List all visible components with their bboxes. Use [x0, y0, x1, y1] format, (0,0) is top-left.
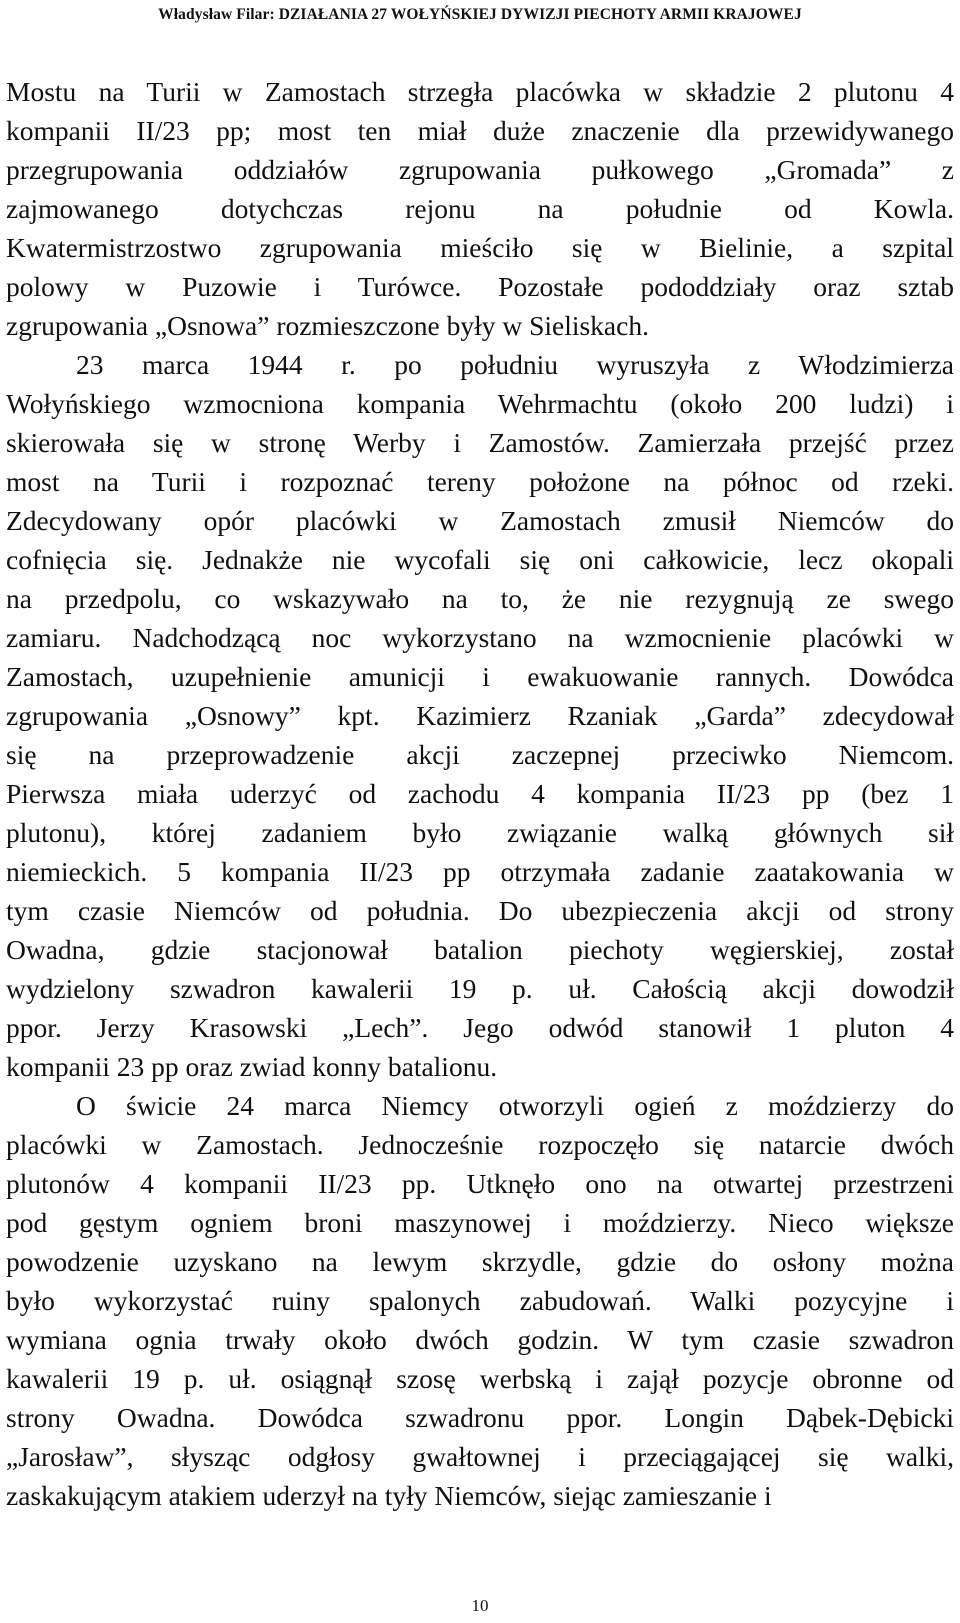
text-line: 23 marca 1944 r. po południu wyruszyła z Włodzimierza: [76, 349, 954, 380]
text-line: Pierwsza miała uderzyć od zachodu 4 kompania II/23 pp (bez 1: [6, 778, 954, 809]
text-line: było wykorzystać ruiny spalonych zabudowań. Walki pozycyjne i: [6, 1285, 954, 1316]
text-line: Mostu na Turii w Zamostach strzegła placówka w składzie 2 plutonu 4: [6, 76, 954, 107]
text-line: Owadna, gdzie stacjonował batalion piechoty węgierskiej, został: [6, 934, 954, 965]
text-line: na przedpolu, co wskazywało na to, że nie rezygnują ze swego: [6, 583, 954, 614]
paragraph: [6, 72, 954, 345]
text-line: placówki w Zamostach. Jednocześnie rozpoczęło się natarcie dwóch: [6, 1129, 954, 1160]
text-line: Wołyńskiego wzmocniona kompania Wehrmachtu (około 200 ludzi) i: [6, 388, 954, 419]
text-line: zgrupowania „Osnowa” rozmieszczone były w Sieliskach.: [6, 310, 649, 341]
text-line: plutonów 4 kompanii II/23 pp. Utknęło ono na otwartej przestrzeni: [6, 1168, 954, 1199]
text-line: polowy w Puzowie i Turówce. Pozostałe pododdziały oraz sztab: [6, 271, 954, 302]
text-line: tym czasie Niemców od południa. Do ubezpieczenia akcji od strony: [6, 895, 954, 926]
text-line: zajmowanego dotychczas rejonu na południe od Kowla.: [6, 193, 954, 224]
text-line: most na Turii i rozpoznać tereny położone na północ od rzeki.: [6, 466, 954, 497]
text-line: cofnięcia się. Jednakże nie wycofali się oni całkowicie, lecz okopali: [6, 544, 954, 575]
text-line: O świcie 24 marca Niemcy otworzyli ogień z moździerzy do: [76, 1090, 954, 1121]
text-line: pod gęstym ogniem broni maszynowej i moździerzy. Nieco większe: [6, 1207, 954, 1238]
body-text: [6, 72, 954, 1515]
text-line: plutonu), której zadaniem było związanie walką głównych sił: [6, 817, 954, 848]
text-line: kompanii 23 pp oraz zwiad konny batalionu.: [6, 1051, 498, 1082]
text-line: powodzenie uzyskano na lewym skrzydle, gdzie do osłony można: [6, 1246, 954, 1277]
text-line: zamiaru. Nadchodzącą noc wykorzystano na wzmocnienie placówki w: [6, 622, 954, 653]
text-line: strony Owadna. Dowódca szwadronu ppor. Longin Dąbek-Dębicki: [6, 1402, 954, 1433]
text-line: Zdecydowany opór placówki w Zamostach zmusił Niemców do: [6, 505, 954, 536]
text-line: Kwatermistrzostwo zgrupowania mieściło się w Bielinie, a szpital: [6, 232, 954, 263]
paragraph: [6, 1086, 954, 1515]
text-line: kompanii II/23 pp; most ten miał duże znaczenie dla przewidywanego: [6, 115, 954, 146]
text-line: niemieckich. 5 kompania II/23 pp otrzymała zadanie zaatakowania w: [6, 856, 954, 887]
text-line: zaskakującym atakiem uderzył na tyły Niemców, siejąc zamieszanie i: [6, 1480, 772, 1511]
text-line: zgrupowania „Osnowy” kpt. Kazimierz Rzaniak „Garda” zdecydował: [6, 700, 954, 731]
text-line: kawalerii 19 p. uł. osiągnął szosę werbską i zajął pozycje obronne od: [6, 1363, 954, 1394]
text-line: przegrupowania oddziałów zgrupowania pułkowego „Gromada” z: [6, 154, 954, 185]
running-header: Władysław Filar: DZIAŁANIA 27 WOŁYŃSKIEJ DYWIZJI PIECHOTY ARMII KRAJOWEJ: [158, 6, 802, 23]
text-line: się na przeprowadzenie akcji zaczepnej przeciwko Niemcom.: [6, 739, 954, 770]
paragraph: [6, 345, 954, 1086]
text-line: Zamostach, uzupełnienie amunicji i ewakuowanie rannych. Dowódca: [6, 661, 954, 692]
text-line: wymiana ognia trwały około dwóch godzin. W tym czasie szwadron: [6, 1324, 954, 1355]
text-line: wydzielony szwadron kawalerii 19 p. uł. Całością akcji dowodził: [6, 973, 954, 1004]
page-number: 10: [471, 1596, 489, 1615]
text-line: ppor. Jerzy Krasowski „Lech”. Jego odwód stanowił 1 pluton 4: [6, 1012, 954, 1043]
text-line: skierowała się w stronę Werby i Zamostów. Zamierzała przejść przez: [6, 427, 954, 458]
text-line: „Jarosław”, słysząc odgłosy gwałtownej i przeciągającej się walki,: [6, 1441, 954, 1472]
